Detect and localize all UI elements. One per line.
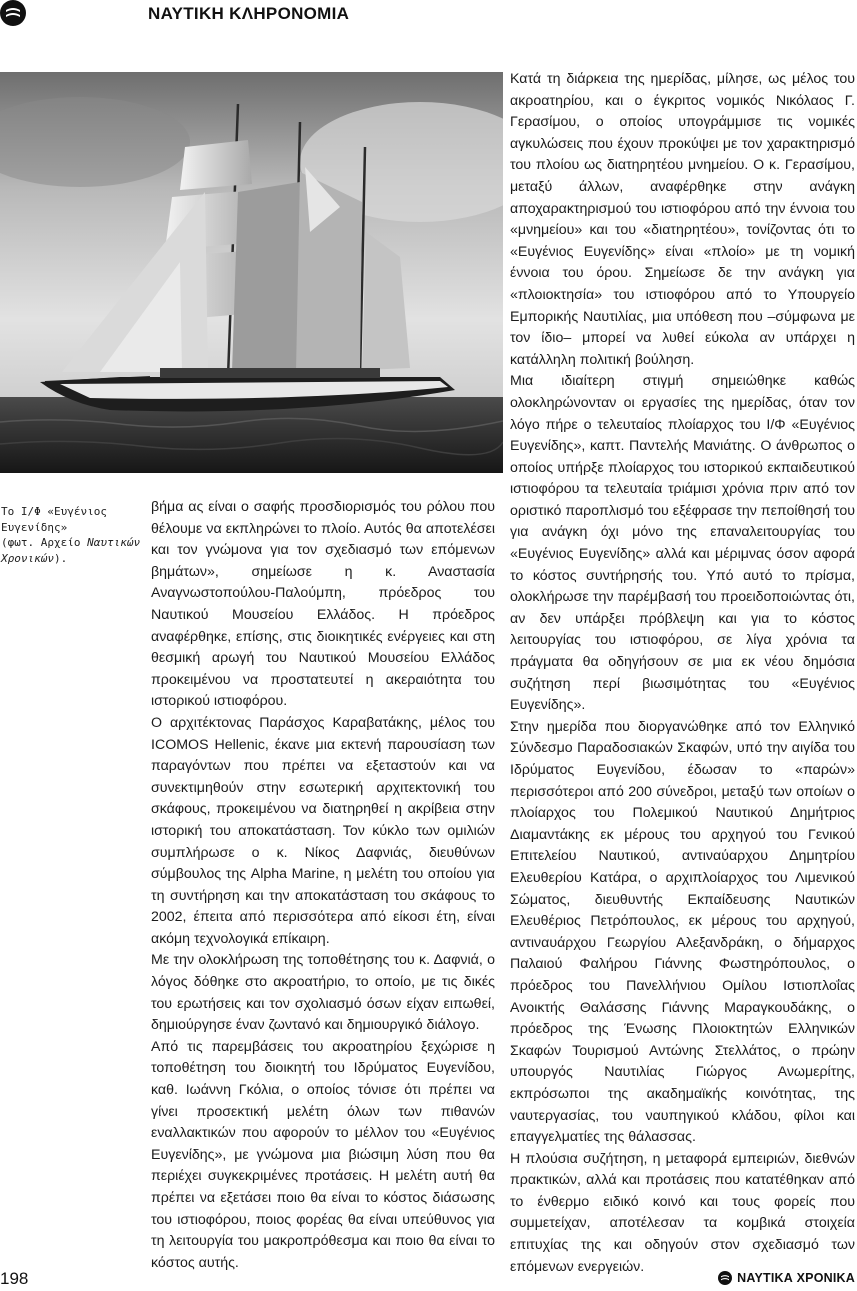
footer-brand (718, 1271, 855, 1285)
sailing-ship-photo (0, 72, 503, 473)
paragraph: Μια ιδιαίτερη στιγμή σημειώθηκε καθώς ολοκληρώνονταν οι εργασίες της ημερίδας, όταν τον λόγο πήρε ο τελευταίος πλοίαρχος του Ι/Φ «Ευγένιος Ευγενίδης», καπτ. Παντελής Μανιάτης. Ο άνθρωπος ο οποίος υπήρξε πλοίαρχος του ιστορικού εκπαιδευτικού ιστιοφόρου τα τελευταία τριάμισι χρόνια πριν από τον οριστικό παροπλισμό του εξέφρασε την πεποίθησή του για ανάγκη όχι μόνο της επαναλειτουργίας του «Ευγένιος Ευγενίδης» αλλά και μέριμνας όσον αφορά το κόστος συντήρησής του. Υπό αυτό το πρίσμα, ολοκλήρωσε την παρέμβασή του προειδοποιώντας ότι, αν δεν υπάρξει πρόβλεψη και για το κόστος λειτουργίας του ιστιοφόρου, σε λίγα χρόνια τα πράγματα θα οδηγήσουν σε μια εκ νέου δημόσια συζήτηση περί βιωσιμότητας του «Ευγένιος Ευγενίδης». (510, 373, 855, 714)
paragraph: Από τις παρεμβάσεις του ακροατηρίου ξεχώρισε η τοποθέτηση του διοικητή του Ιδρύματος Ευγενίδου, καθ. Ιωάννη Γκόλια, ο οποίος τόνισε ότι πρέπει να γίνει προσεκτική μελέτη όλων των πιθανών εναλλακτικών που αφορούν το μέλλον του «Ευγένιος Ευγενίδης», με γνώμονα μια βιώσιμη λύση που θα περιέχει συγκεκριμένες προτάσεις. Η μελέτη αυτή θα πρέπει να εξετάσει ποιο θα είναι το κόστος διάσωσης του ιστιοφόρου, ποιος φορέας θα είναι υπεύθυνος για τη λειτουργία του μακροπρόθεσμα και ποιο θα είναι το κόστος αυτής. (151, 1038, 495, 1271)
page-number: 198 (0, 1269, 29, 1288)
paragraph: Η πλούσια συζήτηση, η μεταφορά εμπειριών, διεθνών πρακτικών, αλλά και προτάσεις που κατατέθηκαν από το ένθερμο ειδικό κοινό και τους φορείς που συμμετείχαν, αποτέλεσαν τα κομβικά στοιχεία επιτυχίας της και οδηγούν στον σχεδιασμό των επόμενων ενεργειών. (510, 1150, 855, 1275)
paragraph: Κατά τη διάρκεια της ημερίδας, μίλησε, ως μέλος του ακροατηρίου, και ο έγκριτος νομικός Νικόλαος Γ. Γερασίμου, ο οποίος υπογράμμισε τις νομικές αγκυλώσεις που έχουν προκύψει με τον χαρακτηρισμό του πλοίου ως διατηρητέου μνημείου. Ο κ. Γερασίμου, μεταξύ άλλων, αναφέρθηκε στην ανάγκη αποχαρακτηρισμού του ιστιοφόρου από την έννοια του «μνημείου» και του «διατηρητέου», τονίζοντας ότι το «Ευγένιος Ευγενίδης» είναι «πλοίο» με τη νομική έννοια του όρου. Σημείωσε δε την ανάγκη για «πλοιοκτησία» του ιστιοφόρου από το Υπουργείο Εμπορικής Ναυτιλίας, μια υπόθεση που –σύμφωνα με τον ίδιο– μπορεί να λυθεί εύκολα αν υπάρχει η κατάλληλη πολιτική βούληση. (510, 71, 855, 368)
paragraph: Με την ολοκλήρωση της τοποθέτησης του κ. Δαφνιά, ο λόγος δόθηκε στο ακροατήριο, το οποίο, με τις δικές του ερωτήσεις και τον σχολιασμό όσων είχαν ειπωθεί, δημιούργησε έναν ζωντανό και δημιουργικό διάλογο. (151, 952, 495, 1034)
article-right-column (510, 69, 855, 1278)
article-left-column (151, 497, 495, 1274)
caption-title: Το Ι/Φ «Ευγένιος Ευγενίδης» (1, 505, 107, 534)
paragraph: Στην ημερίδα που διοργανώθηκε από τον Ελληνικό Σύνδεσμο Παραδοσιακών Σκαφών, υπό την αιγίδα του Ιδρύματος Ευγενίδου, έδωσαν το «παρών» περισσότεροι από 200 σύνεδροι, μεταξύ των οποίων ο πλοίαρχος του Πολεμικού Ναυτικού Δημήτριος Διαμαντάκης εκ μέρους του αρχηγού του Γενικού Επιτελείου Ναυτικού, αντιναύαρχου Δημητρίου Ελευθερίου Κατάρα, ο αρχιπλοίαρχος του Λιμενικού Σώματος, διευθυντής Εκπαίδευσης Ναυτικών Ελευθέριος Πετρόπουλος, εκ μέρους του αρχηγού, αντιναυάρχου Γεωργίου Αλεξανδράκη, ο δήμαρχος Παλαιού Φαλήρου Γιάννης Φωστηρόπουλος, ο πρόεδρος του Πανελλήνιου Ομίλου Ιστιοπλοΐας Ανοικτής Θαλάσσης Γιάννης Μαραγκουδάκης, ο πρόεδρος της Ένωσης Πλοιοκτητών Ελληνικών Σκαφών Τουρισμού Αντώνης Στελλάτος, ο πρώην υπουργός Ναυτιλίας Γιώργος Ανωμερίτης, εκπρόσωποι της ακαδημαϊκής κοινότητας, της ναυτεργασίας, του ναυπηγικού κλάδου, φίλοι και επαγγελματίες της θάλασσας. (510, 718, 855, 1146)
caption-credit: (φωτ. Αρχείο (1, 536, 88, 549)
section-title: ΝΑΥΤΙΚΗ ΚΛΗΡΟΝΟΜΙΑ (148, 4, 350, 23)
caption-source: Ναυτικών Χρονικών (1, 536, 141, 565)
paragraph: Ο αρχιτέκτονας Παράσχος Καραβατάκης, μέλος του ICOMOS Hellenic, έκανε μια εκτενή παρουσίαση των παραγόντων που πρέπει να εξεταστούν και να συνεκτιμηθούν στην εσωτερική αρχιτεκτονική του σκάφους, προκειμένου να διατηρηθεί η ακρίβεια στην ιστορική του αποκατάσταση. Τον κύκλο των ομιλιών συμπλήρωσε ο κ. Νίκος Δαφνιάς, διευθύνων σύμβουλος της Alpha Marine, η μελέτη του οποίου για τη συντήρηση και την αποκατάσταση του σκάφους το 2002, έπειτα από περισσότερα από είκοσι έτη, είναι ακόμη τεχνολογικά επίκαιρη. (151, 714, 495, 947)
magazine-logo-icon (718, 1271, 732, 1285)
footer-brand-name: ΝΑΥΤΙΚΑ ΧΡΟΝΙΚΑ (737, 1271, 855, 1285)
caption-end: ). (53, 551, 68, 565)
photo-caption (1, 504, 141, 566)
paragraph: βήμα ας είναι ο σαφής προσδιορισμός του ρόλου που θέλουμε να εκπληρώνει το πλοίο. Αυτός θα αποτελέσει και τον γνώμονα για τον σχεδιασμό των επόμενων βημάτων», σημείωσε η κ. Αναστασία Αναγνωστοπούλου-Παλούμπη, πρόεδρος του Ναυτικού Μουσείου Ελλάδος. Η πρόεδρος αναφέρθηκε, επίσης, στις διοικητικές ενέργειες και στη θεσμική αρωγή του Ναυτικού Μουσείου Ελλάδος προκειμένου να προστατευτεί η ακεραιότητα του ιστορικού ιστιοφόρου. (151, 499, 495, 710)
magazine-logo-icon (0, 0, 26, 26)
